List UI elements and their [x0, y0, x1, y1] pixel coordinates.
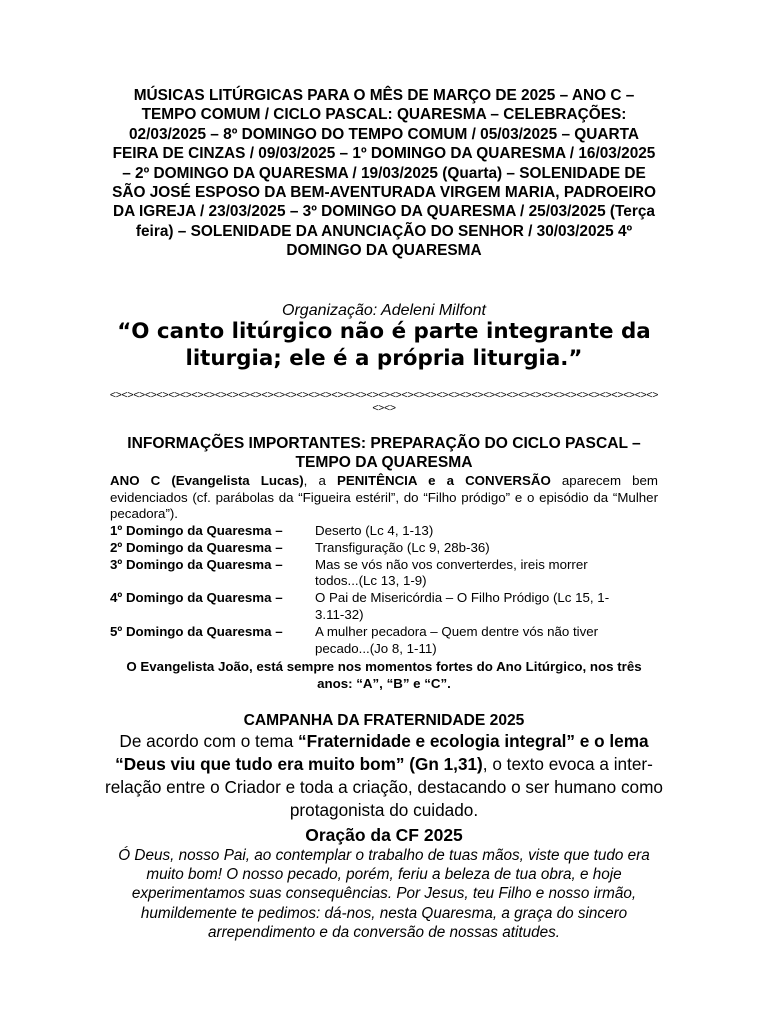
sunday-text-cont: 3.11-32): [315, 606, 364, 622]
sunday-label: 3º Domingo da Quaresma –: [110, 556, 283, 572]
sunday-text: O Pai de Misericórdia – O Filho Pródigo (Lc 15, 1-: [315, 590, 610, 606]
year-c-intro: [110, 473, 658, 523]
liturgy-quote: “O canto litúrgico não é parte integrante da liturgia; ele é a própria liturgia.”: [117, 319, 651, 371]
sunday-text-cont: todos...(Lc 13, 1-9): [315, 573, 427, 589]
sunday-text: A mulher pecadora – Quem dentre vós não tiver: [315, 623, 599, 639]
prayer-heading: Oração da CF 2025: [305, 825, 463, 845]
prayer-text: Ó Deus, nosso Pai, ao contemplar o trabalho de tuas mãos, viste que tudo era muito bom! O nosso pecado, porém, feriu a beleza de tua obra, e hoje experimentamos suas consequências. Por Jesus, teu Filho e nosso irmão, humildemente te pedimos: dá-nos, nesta Quaresma, a graça do sincero arrependimento e da conversão de nossas atitudes.: [118, 847, 650, 941]
list-item: [110, 557, 662, 591]
organization-credit: Organização: Adeleni Milfont: [282, 302, 486, 319]
info-heading: INFORMAÇÕES IMPORTANTES: PREPARAÇÃO DO CICLO PASCAL – TEMPO DA QUARESMA: [127, 435, 641, 471]
sunday-label: 4º Domingo da Quaresma –: [110, 590, 283, 606]
sunday-text: Mas se vós não vos converterdes, ireis morrer: [315, 556, 588, 572]
sunday-label: 2º Domingo da Quaresma –: [110, 539, 283, 555]
list-item: [110, 523, 662, 540]
campaign-theme: “Fraternidade e ecologia integral” e o lema “Deus viu que tudo era muito bom” (Gn 1,31): [115, 731, 649, 774]
intro-rest: aparecem bem evidenciados (cf. parábolas da “Figueira estéril”, do “Filho pródigo” e o episódio da “Mulher pecadora”).: [110, 473, 658, 522]
campaign-text-end: , o texto evoca a inter-relação entre o Criador e toda a criação, destacando o ser humano como protagonista do cuidado.: [105, 754, 663, 820]
decorative-separator: <><><><><><><><><><><><><><><><><><><><><><><><><><><><><><><><><><><><><><><><><><><><><><><><><>: [109, 389, 659, 414]
campaign-heading: CAMPANHA DA FRATERNIDADE 2025: [243, 712, 525, 729]
campaign-text: [100, 730, 668, 822]
page-title: MÚSICAS LITÚRGICAS PARA O MÊS DE MARÇO DE 2025 – ANO C – TEMPO COMUM / CICLO PASCAL: QUARESMA – CELEBRAÇÕES: 02/03/2025 – 8º DOMINGO DO TEMPO COMUM / 05/03/2025 – QUARTA FEIRA DE CINZAS / 09/03/2025 – 1º DOMINGO DA QUARESMA / 16/03/2025 – 2º DOMINGO DA QUARESMA / 19/03/2025 (Quarta) – SOLENIDADE DE SÃO JOSÉ ESPOSO DA BEM-AVENTURADA VIRGEM MARIA, PADROEIRO DA IGREJA / 23/03/2025 – 3º DOMINGO DA QUARESMA / 25/03/2025 (Terça feira) – SOLENIDADE DA ANUNCIAÇÃO DO SENHOR / 30/03/2025 4º DOMINGO DA QUARESMA: [112, 87, 656, 260]
sunday-label: 5º Domingo da Quaresma –: [110, 623, 283, 639]
intro-bold: PENITÊNCIA e a CONVERSÃO: [336, 473, 551, 488]
sunday-label: 1º Domingo da Quaresma –: [110, 523, 283, 538]
lent-sundays-list: [110, 523, 662, 657]
evangelist-john-note: O Evangelista João, está sempre nos momentos fortes do Ano Litúrgico, nos três anos: “A”, “B” e “C”.: [126, 659, 642, 691]
list-item: [110, 540, 662, 557]
sunday-text: Transfiguração (Lc 9, 28b-36): [315, 539, 490, 555]
sunday-text: Deserto (Lc 4, 1-13): [315, 523, 434, 538]
intro-label: ANO C (Evangelista Lucas): [110, 473, 304, 488]
campaign-text-start: De acordo com o tema: [119, 731, 299, 751]
list-item: [110, 590, 662, 624]
list-item: [110, 624, 662, 658]
sunday-text-cont: pecado...(Jo 8, 1-11): [315, 640, 437, 656]
intro-mid: , a: [303, 473, 337, 488]
